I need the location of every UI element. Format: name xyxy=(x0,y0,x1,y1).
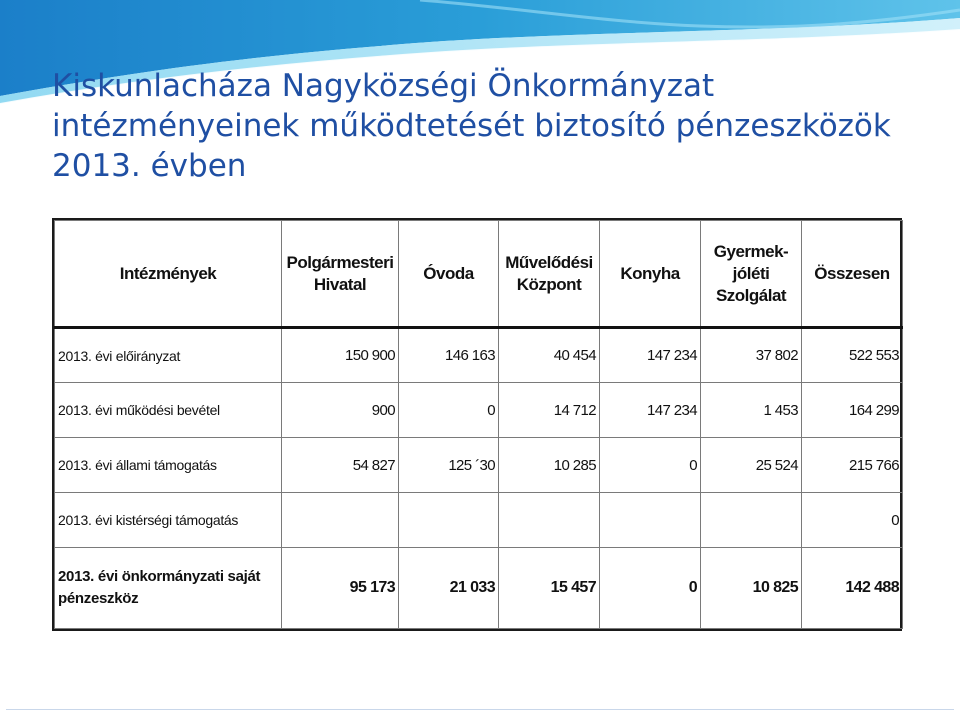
table-row-total xyxy=(55,548,903,629)
table-cell: 125 ´30 xyxy=(399,438,499,493)
table-header-row xyxy=(55,221,903,328)
table-cell xyxy=(282,493,399,548)
table-cell: 147 234 xyxy=(600,328,701,383)
row-label: 2013. évi állami támogatás xyxy=(55,438,282,493)
column-header: Művelődési Központ xyxy=(499,221,600,328)
table-cell: 150 900 xyxy=(282,328,399,383)
table-cell: 25 524 xyxy=(701,438,802,493)
table-cell: 15 457 xyxy=(499,548,600,629)
table-cell: 21 033 xyxy=(399,548,499,629)
table-cell: 147 234 xyxy=(600,383,701,438)
table-cell: 54 827 xyxy=(282,438,399,493)
table-cell: 14 712 xyxy=(499,383,600,438)
table-cell: 142 488 xyxy=(802,548,903,629)
table-cell: 215 766 xyxy=(802,438,903,493)
table-cell: 0 xyxy=(600,548,701,629)
funding-table xyxy=(54,220,903,629)
table-cell: 37 802 xyxy=(701,328,802,383)
table-cell: 0 xyxy=(802,493,903,548)
table-cell: 1 453 xyxy=(701,383,802,438)
column-header: Intézmények xyxy=(55,221,282,328)
table-cell: 0 xyxy=(399,383,499,438)
column-header: Gyermek-jóléti Szolgálat xyxy=(701,221,802,328)
table-cell xyxy=(600,493,701,548)
table-cell: 10 285 xyxy=(499,438,600,493)
funding-table-frame xyxy=(52,218,902,631)
table-cell: 10 825 xyxy=(701,548,802,629)
table-cell: 95 173 xyxy=(282,548,399,629)
table-cell: 522 553 xyxy=(802,328,903,383)
title-line-3: 2013. évben xyxy=(52,148,247,184)
page-title xyxy=(52,66,891,186)
title-line-2: intézményeinek működtetését biztosító pénzeszközök xyxy=(52,108,891,144)
title-line-1: Kiskunlacháza Nagyközségi Önkormányzat xyxy=(52,68,715,104)
table-row xyxy=(55,383,903,438)
table-cell: 900 xyxy=(282,383,399,438)
table-cell xyxy=(399,493,499,548)
table-row xyxy=(55,328,903,383)
table-cell xyxy=(701,493,802,548)
column-header: Óvoda xyxy=(399,221,499,328)
table-row xyxy=(55,493,903,548)
column-header: Konyha xyxy=(600,221,701,328)
row-label: 2013. évi kistérségi támogatás xyxy=(55,493,282,548)
row-label: 2013. évi működési bevétel xyxy=(55,383,282,438)
table-cell: 164 299 xyxy=(802,383,903,438)
column-header: Összesen xyxy=(802,221,903,328)
table-cell xyxy=(499,493,600,548)
column-header: Polgármesteri Hivatal xyxy=(282,221,399,328)
slide-divider xyxy=(6,709,954,710)
table-cell: 40 454 xyxy=(499,328,600,383)
table-cell: 146 163 xyxy=(399,328,499,383)
row-label: 2013. évi önkormányzati saját pénzeszköz xyxy=(55,548,282,629)
table-row xyxy=(55,438,903,493)
table-cell: 0 xyxy=(600,438,701,493)
row-label: 2013. évi előirányzat xyxy=(55,328,282,383)
